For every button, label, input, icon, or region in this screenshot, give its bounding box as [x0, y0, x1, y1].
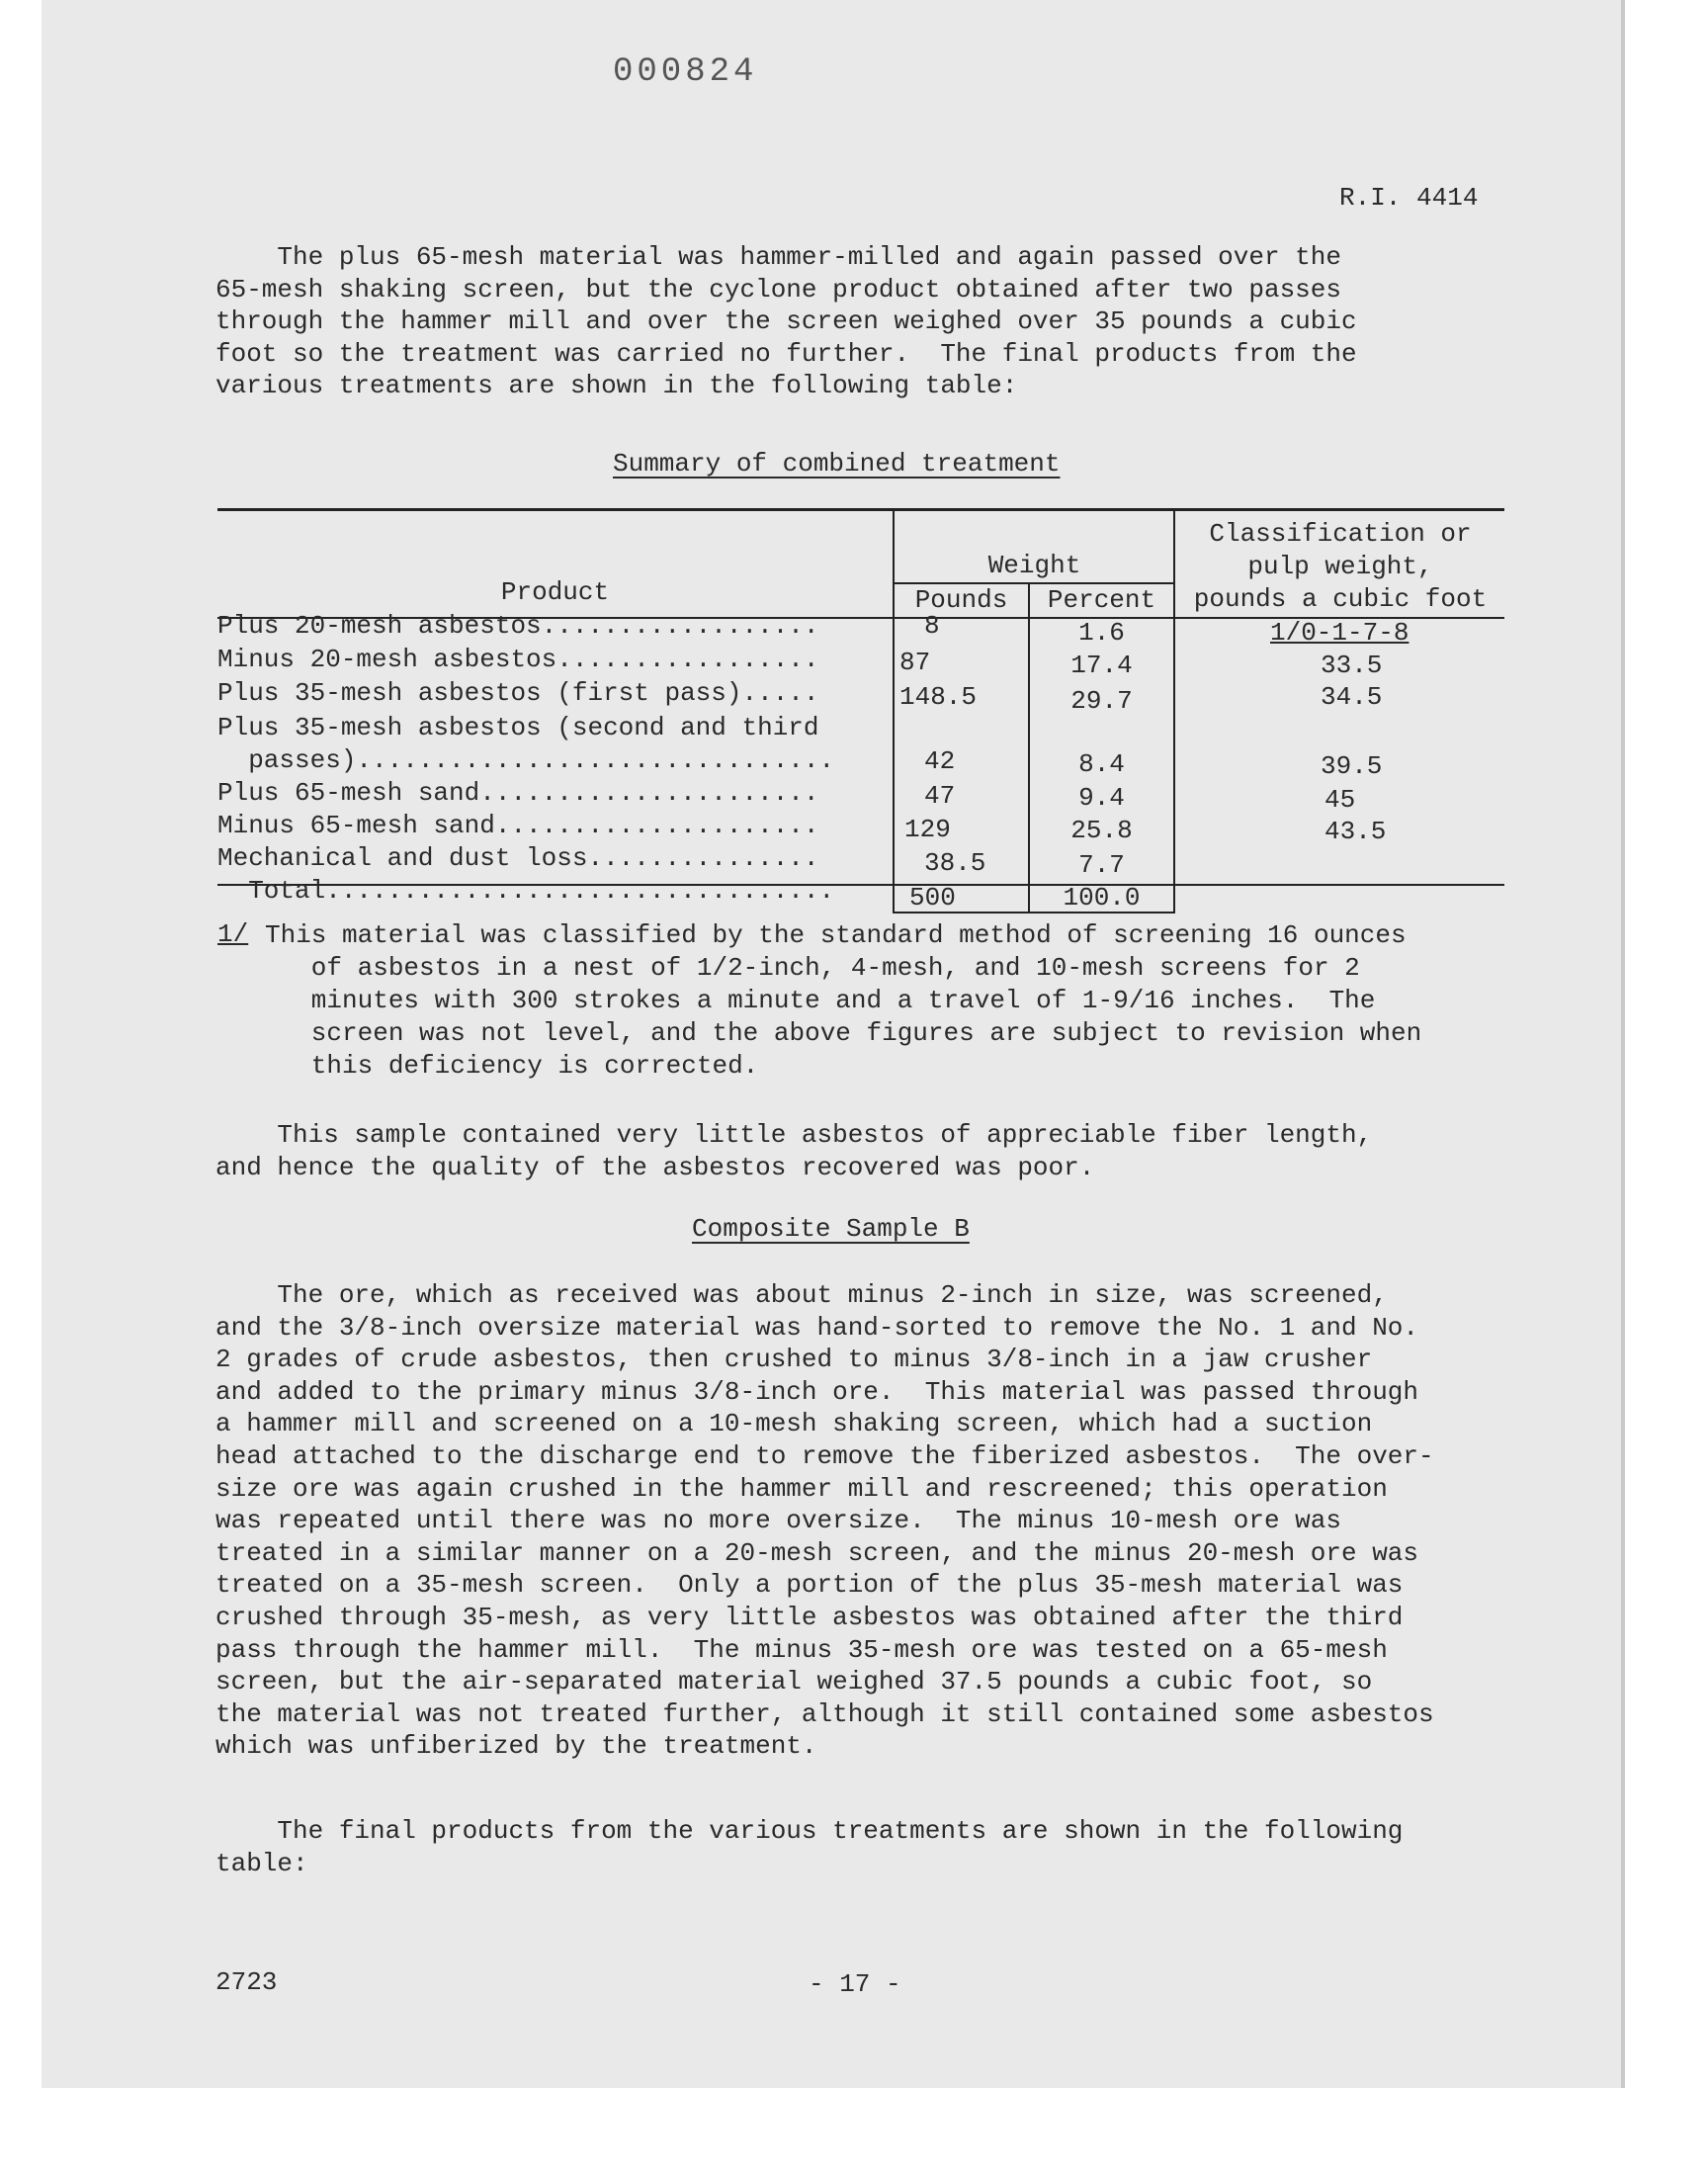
row-4-percent: 8.4 — [1078, 749, 1125, 779]
row-7-percent: 7.7 — [1078, 850, 1125, 880]
row-5-product: Plus 65-mesh sand...................... — [217, 778, 819, 808]
footnote-marker: 1/ — [217, 919, 249, 949]
header-percent: Percent — [1047, 585, 1156, 615]
page-number: - 17 - — [809, 1969, 901, 1999]
intro-paragraph: The plus 65-mesh material was hammer-milled and again passed over the 65-mesh shaking screen, but the cyclone product obtained after two passes through the hammer mill and over the screen weighed over 35 pounds a cubic foot so the treatment was carried no further. The final products from the various treatments are shown in the following table: — [215, 242, 1357, 400]
archive-stamp: 000824 — [613, 53, 758, 91]
row-1-percent: 1.6 — [1078, 618, 1125, 648]
table-top-rule — [217, 508, 1504, 511]
row-5-class: 45 — [1324, 785, 1356, 815]
row-1-pounds: 8 — [924, 611, 940, 641]
row-2-product: Minus 20-mesh asbestos................. — [217, 645, 819, 674]
row-6-percent: 25.8 — [1070, 816, 1133, 845]
row-6-class: 43.5 — [1324, 817, 1387, 846]
row-4-pounds: 42 — [924, 746, 956, 776]
row-1-product: Plus 20-mesh asbestos.................. — [217, 611, 819, 641]
total-pounds: 500 — [909, 883, 956, 913]
header-product: Product — [500, 577, 610, 607]
row-7-product: Mechanical and dust loss............... — [217, 843, 819, 873]
row-3-product: Plus 35-mesh asbestos (first pass)..... — [217, 678, 819, 708]
row-7-pounds: 38.5 — [924, 848, 986, 878]
row-1-class: 1/0-1-7-8 — [1270, 618, 1409, 648]
document-number: 2723 — [215, 1967, 278, 1997]
section-heading: Composite Sample B — [692, 1214, 970, 1244]
table-title: Summary of combined treatment — [613, 449, 1061, 478]
row-4-product: Plus 35-mesh asbestos (second and third passes)............................... — [217, 713, 835, 775]
paragraph-2: This sample contained very little asbestos of appreciable fiber length, and hence the quality of the asbestos recovered was poor. — [215, 1120, 1373, 1182]
row-4-class: 39.5 — [1321, 751, 1383, 781]
weight-underline — [895, 582, 1174, 584]
row-5-pounds: 47 — [924, 781, 956, 811]
total-label: Total................................. — [217, 876, 835, 906]
row-2-class: 33.5 — [1321, 651, 1383, 680]
total-percent: 100.0 — [1063, 883, 1141, 913]
row-6-pounds: 129 — [904, 815, 951, 844]
header-classification: Classification or pulp weight, pounds a cubic foot — [1193, 519, 1488, 614]
header-weight: Weight — [987, 551, 1081, 580]
paragraph-3: The ore, which as received was about minus 2-inch in size, was screened, and the 3/8-inch oversize material was hand-sorted to remove the No. 1 and No. 2 grades of crude asbestos, then crushed to minus 3/8-inch in a jaw crusher and added to the primary minus 3/8-inch ore. This material was passed through a hammer mill and screened on a 10-mesh shaking screen, which had a suction head attached to the discharge end to remove the fiberized asbestos. The over- size ore was again crushed in the hammer mill and rescreened; this operation was repeated until there was no more oversize. The minus 10-mesh ore was treated in a similar manner on a 20-mesh screen, and the minus 20-mesh ore was treated on a 35-mesh screen. Only a portion of the plus 35-mesh material was crushed through 35-mesh, as very little asbestos was obtained after the third pass through the hammer mill. The minus 35-mesh ore was tested on a 65-mesh screen, but the air-separated material weighed 37.5 pounds a cubic foot, so the material was not treated further, although it still contained some asbestos which was unfiberized by the treatment. — [215, 1280, 1434, 1762]
paragraph-4: The final products from the various treatments are shown in the following table: — [215, 1816, 1404, 1878]
row-5-percent: 9.4 — [1078, 783, 1125, 813]
table-footnote: This material was classified by the standard method of screening 16 ounces of asbestos in a nest of 1/2-inch, 4-mesh, and 10-mesh screens for 2 minutes with 300 strokes a minute and a travel of 1-9/16 inches. The screen was not level, and the above figures are subject to revision when this deficiency is corrected. — [265, 920, 1422, 1081]
row-6-product: Minus 65-mesh sand..................... — [217, 811, 819, 840]
row-3-percent: 29.7 — [1070, 686, 1133, 716]
row-3-pounds: 148.5 — [899, 682, 978, 712]
page-edge — [1621, 0, 1625, 2088]
header-pounds: Pounds — [914, 585, 1008, 615]
row-3-class: 34.5 — [1321, 682, 1383, 712]
row-2-pounds: 87 — [899, 648, 931, 677]
report-id: R.I. 4414 — [1339, 183, 1479, 213]
row-2-percent: 17.4 — [1070, 651, 1133, 680]
